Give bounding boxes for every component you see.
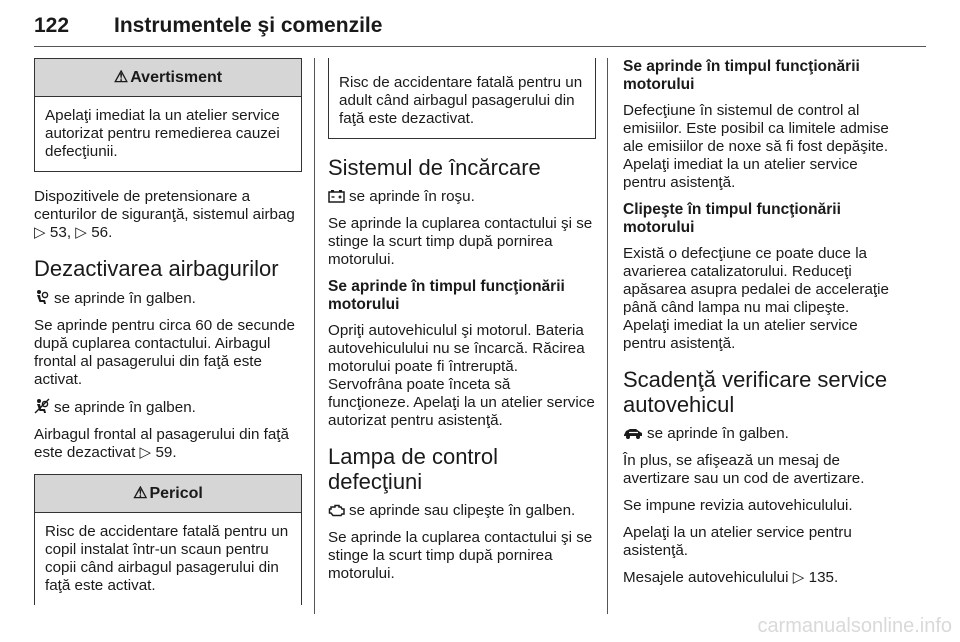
car-service-icon [623, 427, 643, 440]
warning-box-text: Apelaţi imediat la un atelier service autorizat pentru remedierea cauzei defecţiunii. [45, 107, 280, 160]
page-ref[interactable]: 135. [808, 569, 839, 586]
reference-arrow-icon: ▷ [75, 224, 87, 241]
airbag-off-icon [34, 398, 50, 414]
engine-icon [328, 503, 345, 517]
service-text-2: Se impune revizia autovehiculului. [623, 497, 853, 514]
service-line [623, 425, 895, 443]
danger-box-cont-text: Risc de accidentare fatală pentru un adult când airbagul pasagerului din faţă este dezactivat. [339, 74, 583, 127]
charging-text: Se aprinde la cuplarea contactului şi se stinge la scurt timp după pornirea motorului. [328, 215, 593, 268]
section-title-mil: Lampa de control defecţiuni [328, 444, 498, 494]
page-ref[interactable]: 53, [49, 224, 72, 241]
section-title-charging: Sistemul de încărcare [328, 155, 541, 180]
section-title-airbag: Dezactivarea airbagurilor [34, 256, 279, 281]
service-text-3: Apelaţi la un atelier service pentru asistenţă. [623, 524, 852, 559]
vehicle-messages-text: Mesajele autovehiculului [623, 569, 789, 586]
service-status: se aprinde în galben. [647, 425, 789, 442]
column-2 [328, 58, 596, 592]
battery-icon [328, 189, 345, 203]
danger-box [34, 474, 302, 605]
section-title-service: Scadenţă verificare service autovehicul [623, 367, 888, 417]
danger-box-text: Risc de accidentare fatală pentru un copil instalat într-un scaun pentru copii când airbagul pasagerului din faţă este activat. [45, 523, 289, 594]
warning-box-heading [35, 59, 301, 97]
charging-status: se aprinde în roşu. [349, 188, 475, 205]
airbag-on-line [34, 289, 302, 308]
reference-arrow-icon: ▷ [139, 444, 152, 461]
emissions-text: Defecţiune în sistemul de control al emisiilor. Este posibil ca limitele admise ale emisiilor de noxe să fi fost depăşite. Apelaţi imediat la un atelier service pentru asistenţă. [623, 102, 889, 191]
warning-heading-text: Avertisment [130, 69, 223, 86]
column-3 [623, 58, 895, 596]
column-divider [314, 58, 315, 614]
intro-paragraph [34, 188, 302, 242]
page-title: Instrumentele şi comenzile [114, 14, 383, 37]
airbag-off-text [34, 426, 302, 462]
watermark: carmanualsonline.info [757, 615, 952, 637]
reference-arrow-icon: ▷ [792, 569, 805, 586]
airbag-off-status: se aprinde în galben. [54, 399, 196, 416]
warning-triangle-icon: ⚠ [113, 69, 129, 86]
page-ref[interactable]: 59. [155, 444, 177, 461]
flashing-heading: Clipeşte în timpul funcţionării motorului [623, 201, 841, 236]
mil-text: Se aprinde la cuplarea contactului şi se stinge la scurt timp după pornirea motorului. [328, 529, 593, 582]
catalyst-text: Există o defecţiune ce poate duce la avarierea catalizatorului. Reduceţi apăsarea asupra pedalei de acceleraţie până când lampa nu mai clipeşte. Apelaţi imediat la un atelier service pentru asistenţă. [623, 245, 889, 352]
airbag-off-line [34, 398, 302, 417]
page-ref[interactable]: 56. [91, 224, 113, 241]
mil-status: se aprinde sau clipeşte în galben. [349, 502, 576, 519]
intro-text: Dispozitivele de pretensionare a centurilor de siguranţă, sistemul airbag [34, 188, 295, 223]
running-text: Opriţi autovehiculul şi motorul. Bateria autovehiculului nu se încarcă. Răcirea motorului poate fi întreruptă. Servofrâna poate înceta să funcţioneze. Apelaţi la un atelier service autorizat pentru asistenţă. [328, 322, 595, 429]
charging-line [328, 188, 596, 206]
service-text-4 [623, 569, 895, 587]
mil-line [328, 502, 596, 520]
danger-box-continued [328, 58, 596, 139]
airbag-on-icon [34, 289, 50, 305]
running-heading-2: Se aprinde în timpul funcţionării motorului [623, 58, 860, 93]
airbag-on-text: Se aprinde pentru circa 60 de secunde după cuplarea contactului. Airbagul frontal al pasagerului din faţă este activat. [34, 317, 295, 388]
danger-heading-text: Pericol [149, 485, 203, 502]
warning-triangle-icon: ⚠ [133, 485, 148, 502]
page-header [34, 8, 926, 47]
airbag-off-text-body: Airbagul frontal al pasagerului din faţă este dezactivat [34, 426, 289, 461]
column-1 [34, 58, 302, 621]
column-divider [607, 58, 608, 614]
running-heading: Se aprinde în timpul funcţionării motorului [328, 278, 565, 313]
warning-box [34, 58, 302, 172]
service-text-1: În plus, se afişează un mesaj de avertizare sau un cod de avertizare. [623, 452, 865, 487]
reference-arrow-icon: ▷ [34, 224, 46, 241]
page-number: 122 [34, 14, 70, 37]
danger-box-heading [35, 475, 301, 513]
airbag-on-status: se aprinde în galben. [54, 290, 196, 307]
